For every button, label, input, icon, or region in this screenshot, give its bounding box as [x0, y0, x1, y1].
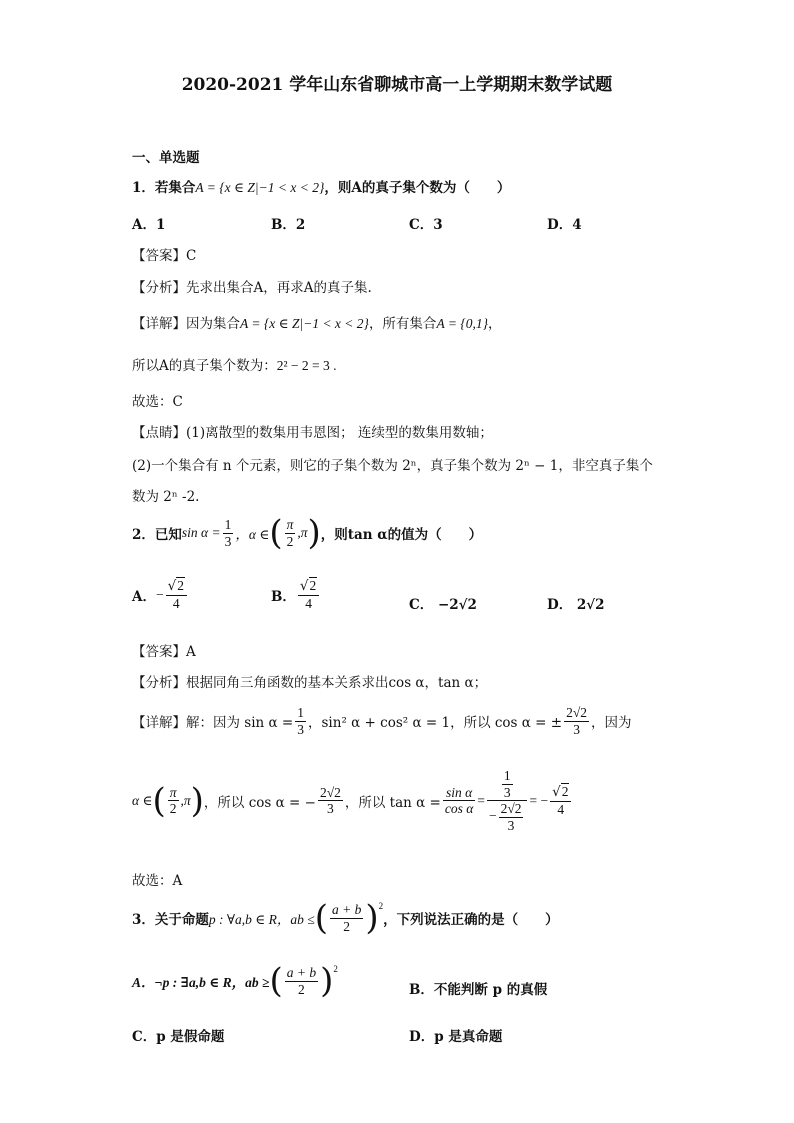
detail-tag: 【详解】 — [132, 316, 186, 332]
right-paren: ) — [365, 898, 379, 938]
option-b — [271, 578, 321, 611]
page-title: 2020-2021 学年山东省聊城市高一上学期期末数学试题 — [181, 75, 613, 95]
detail-text: ， — [487, 316, 502, 332]
proposition: p : ∀a,b ∈ R，ab ≤ — [208, 912, 315, 927]
fraction — [223, 517, 234, 549]
note-tag: 【点睛】 — [132, 425, 186, 441]
sqrt: √2 — [552, 784, 569, 801]
numerator: π — [286, 516, 294, 532]
denominator: 3 — [503, 784, 511, 800]
fraction — [318, 785, 343, 817]
numerator — [550, 784, 571, 802]
sqrt: √2 — [299, 578, 317, 594]
set-definition: A = {x ∈ Z|−1 < x < 2} — [240, 316, 369, 331]
numerator — [487, 768, 528, 801]
denominator: 2 — [343, 918, 351, 934]
option-c: C．3 — [409, 217, 443, 233]
set-definition: A = {x ∈ Z|−1 < x < 2} — [195, 180, 325, 195]
math-sin: sin α = — [181, 525, 221, 540]
question-number: 1． — [132, 180, 155, 196]
exponent: 2 — [378, 901, 384, 911]
detail-text: ，sin² α + cos² α = 1，所以 cos α = ± — [308, 715, 563, 732]
math-text: ,π — [180, 792, 191, 808]
denominator: 2 — [286, 533, 294, 549]
denominator: 3 — [297, 721, 304, 737]
option-label: A． — [132, 588, 156, 605]
detail-line — [132, 705, 632, 737]
denominator: 3 — [507, 817, 515, 833]
fraction — [168, 785, 179, 817]
numerator: 1 — [503, 768, 511, 783]
fraction — [443, 785, 475, 817]
detail-text: ，所有集合 — [368, 316, 437, 332]
left-paren: ( — [269, 961, 283, 1001]
fraction — [285, 517, 296, 549]
note-line-3: 数为 2ⁿ -2. — [132, 489, 200, 505]
analysis-text: 先求出集合A，再求A的真子集. — [186, 280, 372, 296]
numerator — [166, 578, 187, 596]
stem-text: ，则A的真子集个数为（ ） — [324, 180, 511, 196]
conclusion: 故选：A — [132, 873, 183, 889]
denominator: 3 — [224, 533, 232, 549]
analysis-line — [132, 671, 487, 691]
denominator: 3 — [573, 721, 580, 737]
answer-value: A — [186, 644, 196, 660]
detail-text: 因为集合 — [186, 316, 240, 332]
denominator: cos α — [444, 801, 474, 817]
numerator — [298, 578, 319, 596]
option-a — [132, 578, 189, 611]
sqrt: √2 — [167, 578, 184, 594]
answer-value: C — [186, 248, 197, 264]
note-line — [132, 421, 493, 441]
analysis-tag: 【分析】 — [132, 280, 186, 296]
equals-sign: = — [477, 792, 485, 808]
option-a: A．1 — [132, 217, 166, 233]
option-c: C． −2√2 — [409, 597, 477, 613]
option-b: B．2 — [271, 217, 306, 233]
fraction — [298, 578, 319, 611]
detail-text: ，所以 cos α = − — [203, 794, 316, 811]
note-line-2: (2)一个集合有 n 个元素，则它的子集个数为 2ⁿ，真子集个数为 2ⁿ − 1，非空真子集个 — [132, 458, 653, 474]
numerator: a + b — [331, 901, 362, 917]
question-3-stem — [132, 898, 559, 938]
stem-text: 已知 — [154, 527, 182, 543]
answer-tag: 【答案】 — [132, 644, 186, 660]
section-heading: 一、单选题 — [132, 150, 200, 166]
numerator: 2√2 — [566, 705, 588, 720]
radicand: 2 — [309, 578, 317, 593]
option-c: C．p 是假命题 — [132, 1029, 225, 1045]
option-d: D．4 — [547, 217, 582, 233]
right-paren: ) — [190, 780, 204, 821]
note-text: (1)离散型的数集用韦恩图； 连续型的数集用数轴； — [186, 425, 493, 441]
analysis-text: 根据同角三角函数的基本关系求出cos α，tan α； — [186, 675, 488, 691]
fraction — [285, 965, 318, 997]
stem-text: 若集合 — [154, 180, 196, 196]
stem-text: 关于命题 — [154, 912, 209, 928]
stem-text: ，则tan α的值为（ ） — [320, 527, 483, 543]
numerator: sin α — [443, 785, 475, 802]
math-text: α ∈ — [132, 792, 153, 808]
detail-line-2 — [132, 768, 573, 833]
denominator: 3 — [327, 801, 334, 817]
exponent: 2 — [333, 964, 338, 974]
analysis-tag: 【分析】 — [132, 675, 186, 691]
denominator — [487, 801, 528, 833]
option-d: D． 2√2 — [547, 597, 605, 613]
left-paren: ( — [152, 780, 166, 821]
detail-line — [132, 312, 501, 332]
numerator: 2√2 — [500, 801, 522, 817]
fraction — [502, 768, 513, 800]
compound-fraction — [487, 768, 528, 833]
answer-line — [132, 244, 196, 264]
right-paren: ) — [320, 961, 334, 1001]
radicand: 2 — [177, 578, 184, 593]
option-label: B． — [271, 588, 296, 605]
fraction — [564, 705, 589, 737]
detail-text: 所以A的真子集个数为： — [132, 358, 277, 374]
equals-sign: = − — [529, 792, 549, 808]
right-paren: ) — [307, 513, 321, 553]
detail-tag: 【详解】 — [132, 715, 186, 732]
fraction — [499, 801, 524, 833]
left-paren: ( — [314, 898, 328, 938]
fraction — [550, 784, 571, 817]
numerator: 1 — [224, 516, 232, 532]
numerator: a + b — [286, 964, 317, 980]
answer-tag: 【答案】 — [132, 248, 186, 264]
analysis-line — [132, 276, 372, 296]
answer-line — [132, 640, 196, 660]
option-a — [132, 961, 338, 1001]
math-text: ,π — [297, 525, 308, 540]
fraction — [166, 578, 187, 611]
option-d: D．p 是真命题 — [409, 1029, 503, 1045]
detail-line-2 — [132, 354, 337, 374]
left-paren: ( — [269, 513, 283, 553]
question-number: 2． — [132, 527, 155, 543]
numerator: 1 — [297, 705, 304, 720]
numerator: π — [169, 784, 177, 800]
radicand: 2 — [561, 784, 569, 800]
denominator: 4 — [172, 595, 180, 611]
stem-text: ，下列说法正确的是（ ） — [383, 912, 559, 928]
math-text: ，α ∈ — [235, 527, 270, 542]
question-number: 3． — [132, 912, 155, 928]
denominator: 2 — [169, 801, 177, 817]
minus-sign: − — [155, 586, 164, 602]
minus-sign: − — [488, 808, 497, 824]
denominator: 4 — [305, 595, 312, 611]
set-result: A = {0,1} — [436, 316, 488, 331]
math-expression: 2² − 2 = 3 . — [276, 358, 337, 373]
question-2-stem — [132, 513, 483, 553]
conclusion: 故选：C — [132, 394, 183, 410]
denominator: 4 — [557, 801, 565, 817]
detail-text: ，因为 — [591, 715, 632, 732]
option-text: A．¬p : ∃a,b ∈ R，ab ≥ — [132, 975, 270, 990]
detail-text: ，所以 tan α = — [344, 794, 441, 811]
fraction — [295, 705, 306, 737]
detail-text: 解：因为 sin α = — [186, 715, 294, 732]
fraction — [330, 902, 363, 934]
option-b: B．不能判断 p 的真假 — [409, 982, 548, 998]
numerator: 2√2 — [319, 784, 341, 800]
question-1-stem — [132, 176, 510, 196]
denominator: 2 — [298, 981, 305, 997]
